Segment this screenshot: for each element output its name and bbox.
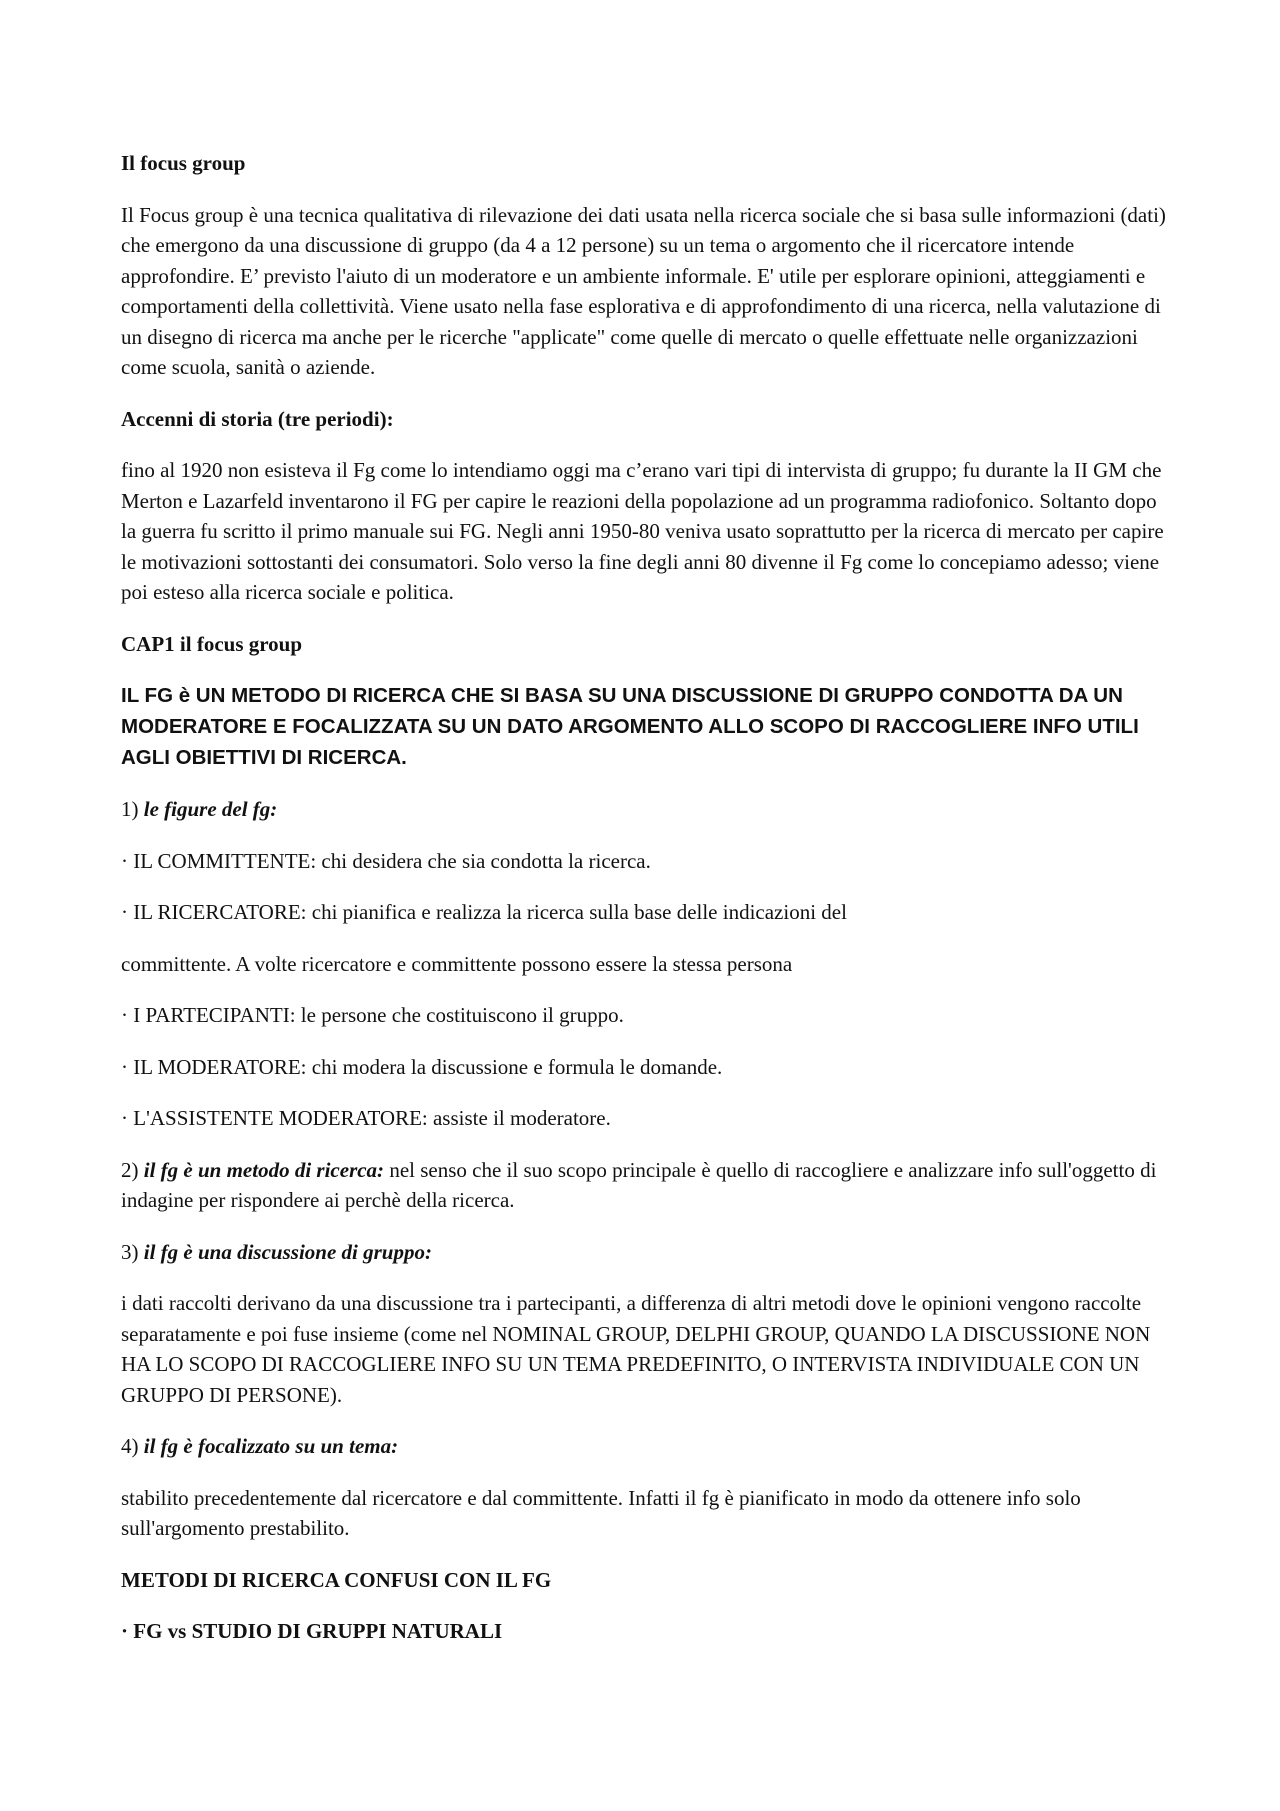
figure-moderatore: · IL MODERATORE: chi modera la discussione e formula le domande.: [121, 1054, 723, 1079]
point-3-number: 3): [121, 1239, 139, 1264]
figure-committente: · IL COMMITTENTE: chi desidera che sia condotta la ricerca.: [121, 848, 651, 873]
point-2-title: il fg è un metodo di ricerca:: [143, 1157, 385, 1182]
methods-item-1: · FG vs STUDIO DI GRUPPI NATURALI: [121, 1619, 503, 1643]
point-4-paragraph: stabilito precedentemente dal ricercatore e dal committente. Infatti il fg è pianificato in modo da ottenere info solo sull'argomento prestabilito.: [121, 1485, 1081, 1540]
figure-ricercatore-continued: committente. A volte ricercatore e committente possono essere la stessa persona: [121, 951, 793, 976]
definition-paragraph: IL FG è UN METODO DI RICERCA CHE SI BASA SU UNA DISCUSSIONE DI GRUPPO CONDOTTA DA UN MODERATORE E FOCALIZZATA SU UN DATO ARGOMENTO ALLO SCOPO DI RACCOGLIERE INFO UTILI AGLI OBIETTIVI DI RICERCA.: [121, 684, 1139, 769]
figure-partecipanti: · I PARTECIPANTI: le persone che costituiscono il gruppo.: [121, 1003, 624, 1027]
intro-paragraph: Il Focus group è una tecnica qualitativa di rilevazione dei dati usata nella ricerca sociale che si basa sulle informazioni (dati) che emergono da una discussione di gruppo (da 4 a 12 persone) su un tema o argomento che il ricercatore intende approfondire. E’ previsto l'aiuto di un moderatore e un ambiente informale. E' utile per esplorare opinioni, atteggiamenti e comportamenti della collettività. Viene usato nella fase esplorativa e di approfondimento di una ricerca, nella valutazione di un disegno di ricerca ma anche per le ricerche "applicate" come quelle di mercato o quelle effettuate nelle organizzazioni come scuola, sanità o aziende.: [121, 202, 1166, 379]
point-2-paragraph: [121, 1155, 1171, 1216]
point-2-number: 2): [121, 1157, 139, 1182]
point-4-heading: [121, 1431, 1171, 1462]
point-1-heading: [121, 794, 1171, 825]
methods-heading: METODI DI RICERCA CONFUSI CON IL FG: [121, 1567, 552, 1592]
document-page: [121, 148, 1171, 1668]
point-4-number: 4): [121, 1434, 139, 1458]
point-3-title: il fg è una discussione di gruppo:: [143, 1239, 432, 1264]
figure-assistente: · L'ASSISTENTE MODERATORE: assiste il moderatore.: [121, 1106, 611, 1130]
history-heading: Accenni di storia (tre periodi):: [121, 406, 394, 431]
point-2-text: nel senso che il suo scopo principale è quello di raccogliere e analizzare info sull'oggetto di indagine per rispondere ai perchè della ricerca.: [121, 1157, 1157, 1212]
history-paragraph: fino al 1920 non esisteva il Fg come lo intendiamo oggi ma c’erano vari tipi di intervista di gruppo; fu durante la II GM che Merton e Lazarfeld inventarono il FG per capire le reazioni della popolazione ad un programma radiofonico. Soltanto dopo la guerra fu scritto il primo manuale sui FG. Negli anni 1950-80 veniva usato soprattutto per la ricerca di mercato per capire le motivazioni sottostanti dei consumatori. Solo verso la fine degli anni 80 divenne il Fg come lo concepiamo adesso; viene poi esteso alla ricerca sociale e politica.: [121, 458, 1164, 604]
figure-ricercatore: · IL RICERCATORE: chi pianifica e realizza la ricerca sulla base delle indicazioni del: [121, 900, 847, 924]
point-3-heading: [121, 1237, 1171, 1268]
point-1-title: le figure del fg:: [143, 797, 278, 821]
document-title: Il focus group: [121, 151, 246, 175]
point-1-number: 1): [121, 797, 139, 821]
point-4-title: il fg è focalizzato su un tema:: [143, 1434, 399, 1458]
point-3-paragraph: i dati raccolti derivano da una discussione tra i partecipanti, a differenza di altri metodi dove le opinioni vengono raccolte separatamente e poi fuse insieme (come nel NOMINAL GROUP, DELPHI GROUP, QUANDO LA DISCUSSIONE NON HA LO SCOPO DI RACCOGLIERE INFO SU UN TEMA PREDEFINITO, O INTERVISTA INDIVIDUALE CON UN GRUPPO DI PERSONE).: [121, 1291, 1151, 1407]
cap1-heading: CAP1 il focus group: [121, 631, 303, 656]
